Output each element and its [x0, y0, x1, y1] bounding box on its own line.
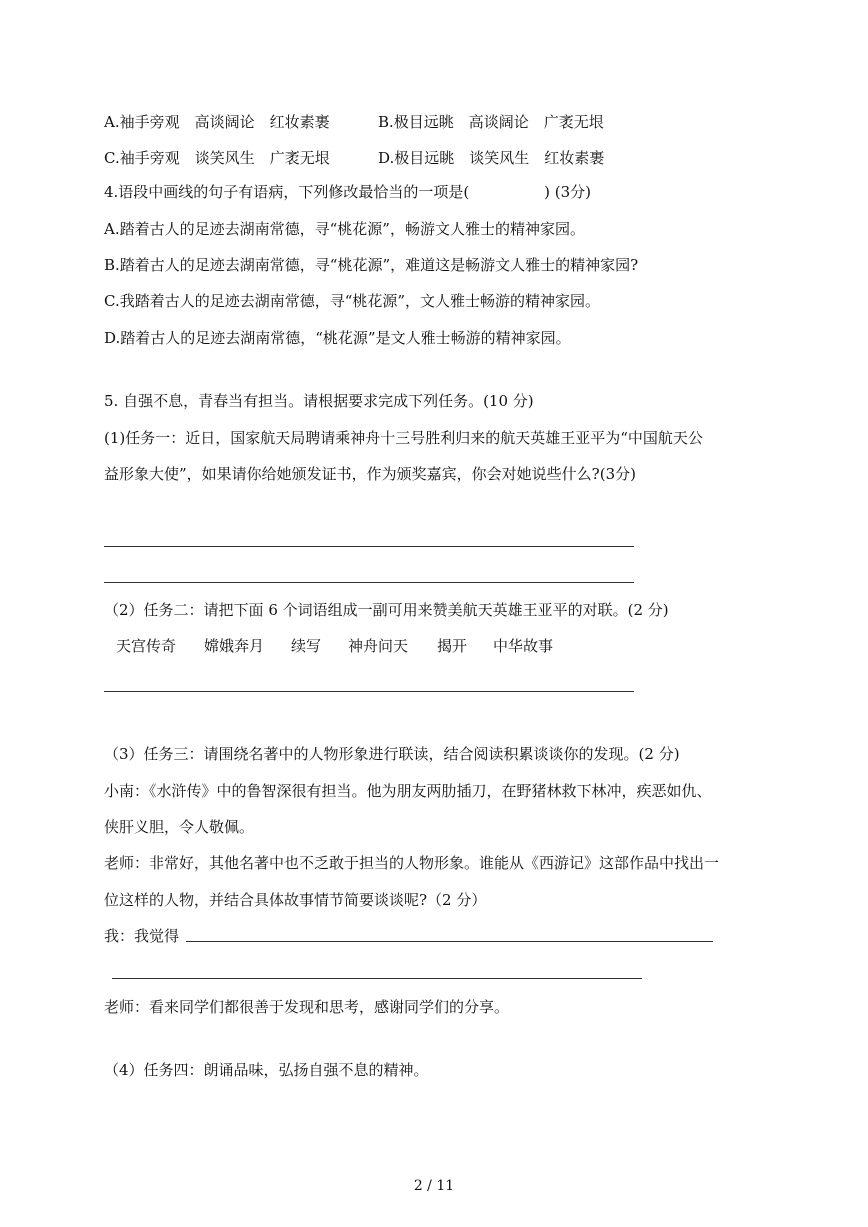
task3-xiaonan-line-2: 侠肝义胆，令人敬佩。	[104, 818, 255, 836]
task3-stem: （3）任务三：请围绕名著中的人物形象进行联读，结合阅读积累谈谈你的发现。(2 分)	[104, 745, 680, 763]
q3-option-a: A.袖手旁观 高谈阔论 红妆素裹	[104, 113, 330, 131]
task3-answer-line-2[interactable]	[112, 978, 642, 979]
task2-word: 中华故事	[493, 637, 554, 655]
task3-teacher-line-1: 老师：非常好，其他名著中也不乏敢于担当的人物形象。谁能从《西游记》这部作品中找出一	[104, 854, 720, 872]
task4-stem: （4）任务四：朗诵品味，弘扬自强不息的精神。	[104, 1061, 429, 1079]
q4-stem: 4.语段中画线的句子有语病，下列修改最恰当的一项是( ) (3分)	[104, 183, 592, 201]
task3-teacher-closing: 老师：看来同学们都很善于发现和思考，感谢同学们的分享。	[104, 998, 510, 1016]
task2-answer-line[interactable]	[104, 691, 634, 692]
task1-line-1: (1)任务一：近日，国家航天局聘请乘神舟十三号胜利归来的航天英雄王亚平为“中国航天公	[104, 429, 703, 447]
task2-word: 天宫传奇	[116, 637, 177, 655]
task2-word: 嫦娥奔月	[204, 637, 265, 655]
task2-word: 揭开	[437, 637, 468, 655]
q3-option-c: C.袖手旁观 谈笑风生 广袤无垠	[104, 149, 330, 167]
q4-option-c: C.我踏着古人的足迹去湖南常德，寻“桃花源”，文人雅士畅游的精神家园。	[104, 292, 601, 310]
task2-stem: （2）任务二：请把下面 6 个词语组成一副可用来赞美航天英雄王亚平的对联。(2 分)	[104, 601, 669, 619]
task2-word: 神舟问天	[348, 637, 409, 655]
q4-option-a: A.踏着古人的足迹去湖南常德，寻“桃花源”，畅游文人雅士的精神家园。	[104, 220, 585, 238]
task3-teacher-line-2: 位这样的人物，并结合具体故事情节简要谈谈呢?（2 分）	[104, 891, 487, 909]
task1-answer-line-2[interactable]	[104, 582, 634, 583]
q4-option-b: B.踏着古人的足迹去湖南常德，寻“桃花源”，难道这是畅游文人雅士的精神家园?	[104, 256, 639, 274]
task1-answer-line-1[interactable]	[104, 546, 634, 547]
task3-answer-line-1[interactable]	[186, 941, 713, 942]
q4-option-d: D.踏着古人的足迹去湖南常德，“桃花源”是文人雅士畅游的精神家园。	[104, 329, 571, 347]
q5-stem: 5. 自强不息，青春当有担当。请根据要求完成下列任务。(10 分)	[104, 392, 534, 410]
task3-me-label: 我：我觉得	[104, 927, 180, 945]
page-number: 2 / 11	[413, 1178, 455, 1194]
task2-word: 续写	[291, 637, 322, 655]
task3-xiaonan-line-1: 小南：《水浒传》中的鲁智深很有担当。他为朋友两肋插刀，在野猪林救下林冲，疾恶如仇、	[104, 782, 712, 800]
q3-option-b: B.极目远眺 高谈阔论 广袤无垠	[378, 113, 604, 131]
q3-option-d: D.极目远眺 谈笑风生 红妆素裹	[378, 149, 605, 167]
task1-line-2: 益形象大使”，如果请你给她颁发证书，作为颁奖嘉宾，你会对她说些什么?(3分)	[104, 465, 636, 483]
